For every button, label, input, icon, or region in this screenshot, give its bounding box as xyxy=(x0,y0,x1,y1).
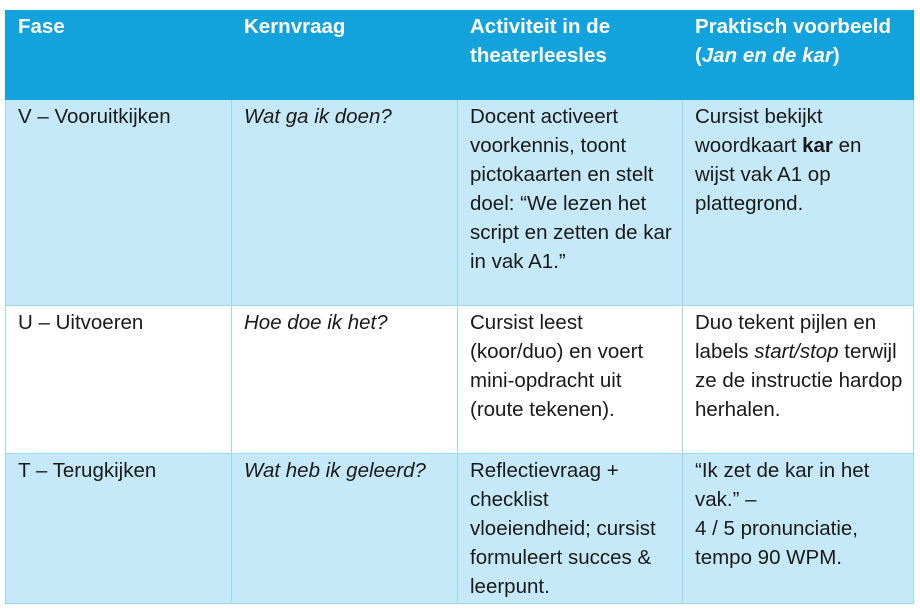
cell-activiteit: Reflectievraag + checklist vloeiendheid; cursist formuleert succes & leerpunt. xyxy=(458,454,683,604)
header-fase: Fase xyxy=(6,10,232,100)
header-voorbeeld xyxy=(683,10,914,100)
header-row xyxy=(6,10,914,100)
cell-voorbeeld xyxy=(683,100,914,306)
voorbeeld-keyword: kar xyxy=(802,134,833,157)
cell-kernvraag: Wat heb ik geleerd? xyxy=(232,454,458,604)
cell-activiteit: Docent activeert voorkennis, toont pictokaarten en stelt doel: “We lezen het script en zetten de kar in vak A1.” xyxy=(458,100,683,306)
cell-fase: V – Vooruitkijken xyxy=(6,100,232,306)
header-voorbeeld-prefix: Praktisch voorbeeld ( xyxy=(695,15,891,67)
voorbeeld-text-b: en wijst vak A1 op plattegrond. xyxy=(695,134,862,215)
header-activiteit: Activiteit in de theaterleesles xyxy=(458,10,683,100)
voorbeeld-text-b: 4 / 5 pronunciatie, tempo 90 WPM. xyxy=(695,517,858,569)
header-kernvraag: Kernvraag xyxy=(232,10,458,100)
table-row xyxy=(6,454,914,604)
voorbeeld-text-a: Duo tekent pijlen en labels xyxy=(695,311,877,363)
voorbeeld-text-a: Cursist bekijkt woordkaart xyxy=(695,105,823,157)
cell-voorbeeld xyxy=(683,306,914,454)
cell-kernvraag: Hoe doe ik het? xyxy=(232,306,458,454)
cell-voorbeeld xyxy=(683,454,914,604)
table-row xyxy=(6,100,914,306)
phase-table xyxy=(5,10,914,604)
voorbeeld-text-b: terwijl ze de instructie hardop herhalen. xyxy=(695,340,903,421)
voorbeeld-keyword: start/stop xyxy=(754,340,839,363)
cell-fase: T – Terugkijken xyxy=(6,454,232,604)
header-voorbeeld-title: Jan en de kar xyxy=(701,44,833,67)
voorbeeld-text-a: “Ik zet de kar in het vak.” – xyxy=(695,459,870,511)
header-voorbeeld-suffix: ) xyxy=(832,44,840,67)
cell-kernvraag: Wat ga ik doen? xyxy=(232,100,458,306)
table-row xyxy=(6,306,914,454)
cell-fase: U – Uitvoeren xyxy=(6,306,232,454)
cell-activiteit: Cursist leest (koor/duo) en voert mini-opdracht uit (route tekenen). xyxy=(458,306,683,454)
